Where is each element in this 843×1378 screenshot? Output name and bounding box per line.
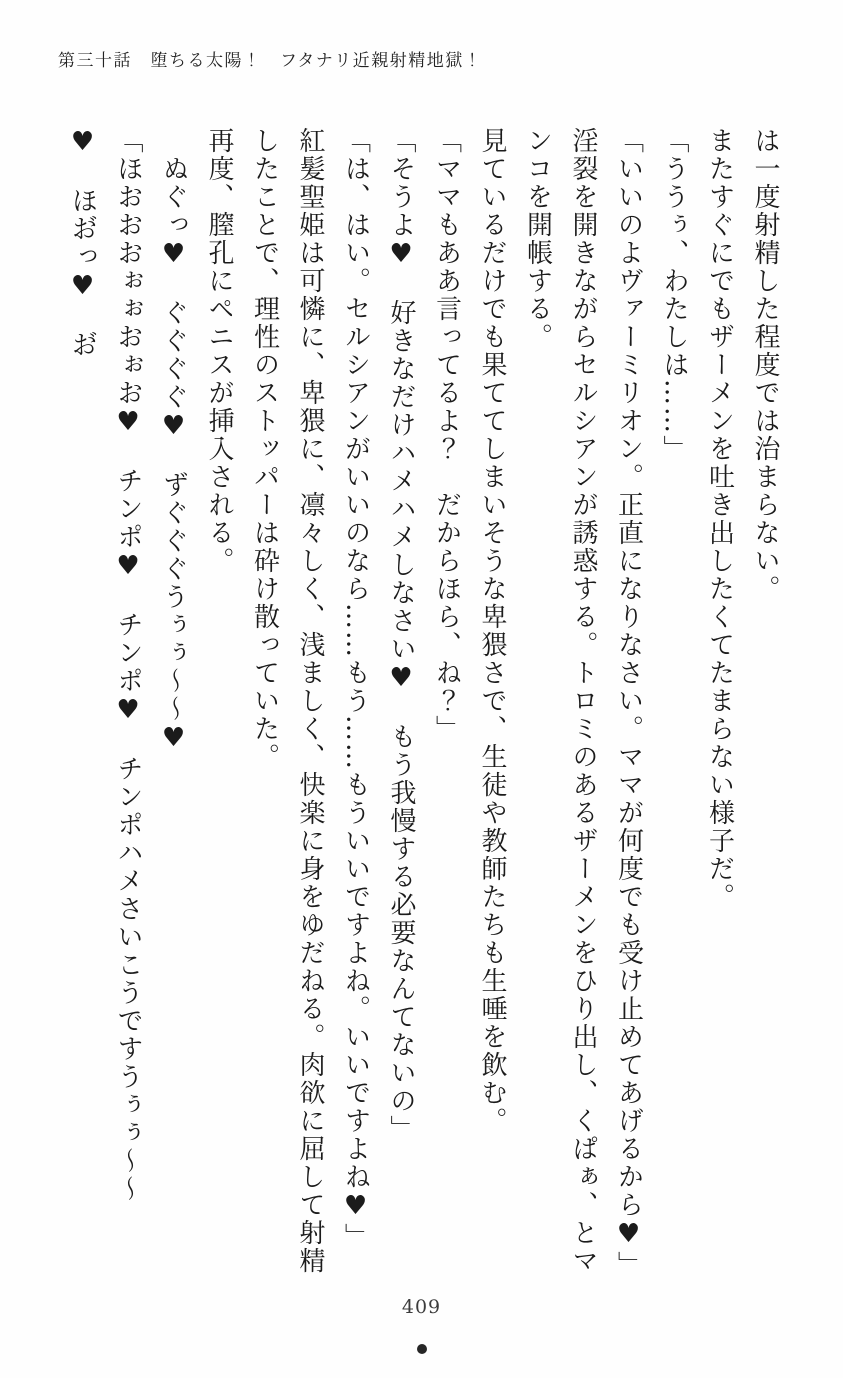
text-paragraph: ♥ ほお゙っ♥ お゙ [67, 127, 98, 359]
text-paragraph: は一度射精した程度では治まらない。 [750, 127, 780, 603]
page-marker-dot [417, 1344, 427, 1354]
text-paragraph: 淫裂を開きながらセルシアンが誘惑する。トロミのあるザーメンをひり出し、くぱぁ、とマンコを開帳する。 [522, 127, 598, 1275]
page-number: 409 [401, 1296, 442, 1318]
text-paragraph: 「は、はい。セルシアンがいいのなら……もう……もういいですよね。いいですよね♥」 [340, 127, 371, 1251]
chapter-header: 第三十話 堕ちる太陽！ フタナリ近親射精地獄！ [58, 51, 483, 71]
text-paragraph: ぬぐっ♥ ぐぐぐぐ♥ ずぐぐぐうぅぅ〜〜♥ [158, 127, 189, 755]
text-paragraph: 「ううぅ、わたしは……」 [659, 127, 689, 463]
text-paragraph: 再度、膣孔にペニスが挿入される。 [204, 127, 234, 575]
text-paragraph: またすぐにでもザーメンを吐き出したくてたまらない様子だ。 [704, 127, 735, 911]
vertical-text-body [55, 127, 787, 1297]
text-paragraph: 紅髪聖姫は可憐に、卑猥に、凛々しく、浅ましく、快楽に身をゆだねる。肉欲に屈して射精したことで、理性のストッパーは砕け散っていた。 [249, 127, 325, 1275]
text-paragraph: 「いいのよヴァーミリオン。正直になりなさい。ママが何度でも受け止めてあげるから♥」 [613, 127, 644, 1279]
text-paragraph: 「ほおおおぉぉおぉお♥ チンポ♥ チンポ♥ チンポハメさいこうですうぅぅ〜〜 [113, 127, 143, 1203]
text-paragraph: 見ているだけでも果ててしまいそうな卑猥さで、生徒や教師たちも生唾を飲む。 [477, 127, 507, 1135]
text-paragraph: 「そうよ♥ 好きなだけハメハメしなさい♥ もう我慢する必要なんてないの」 [386, 127, 416, 1143]
text-paragraph: 「ママもああ言ってるよ？ だからほら、ね？」 [431, 127, 462, 743]
